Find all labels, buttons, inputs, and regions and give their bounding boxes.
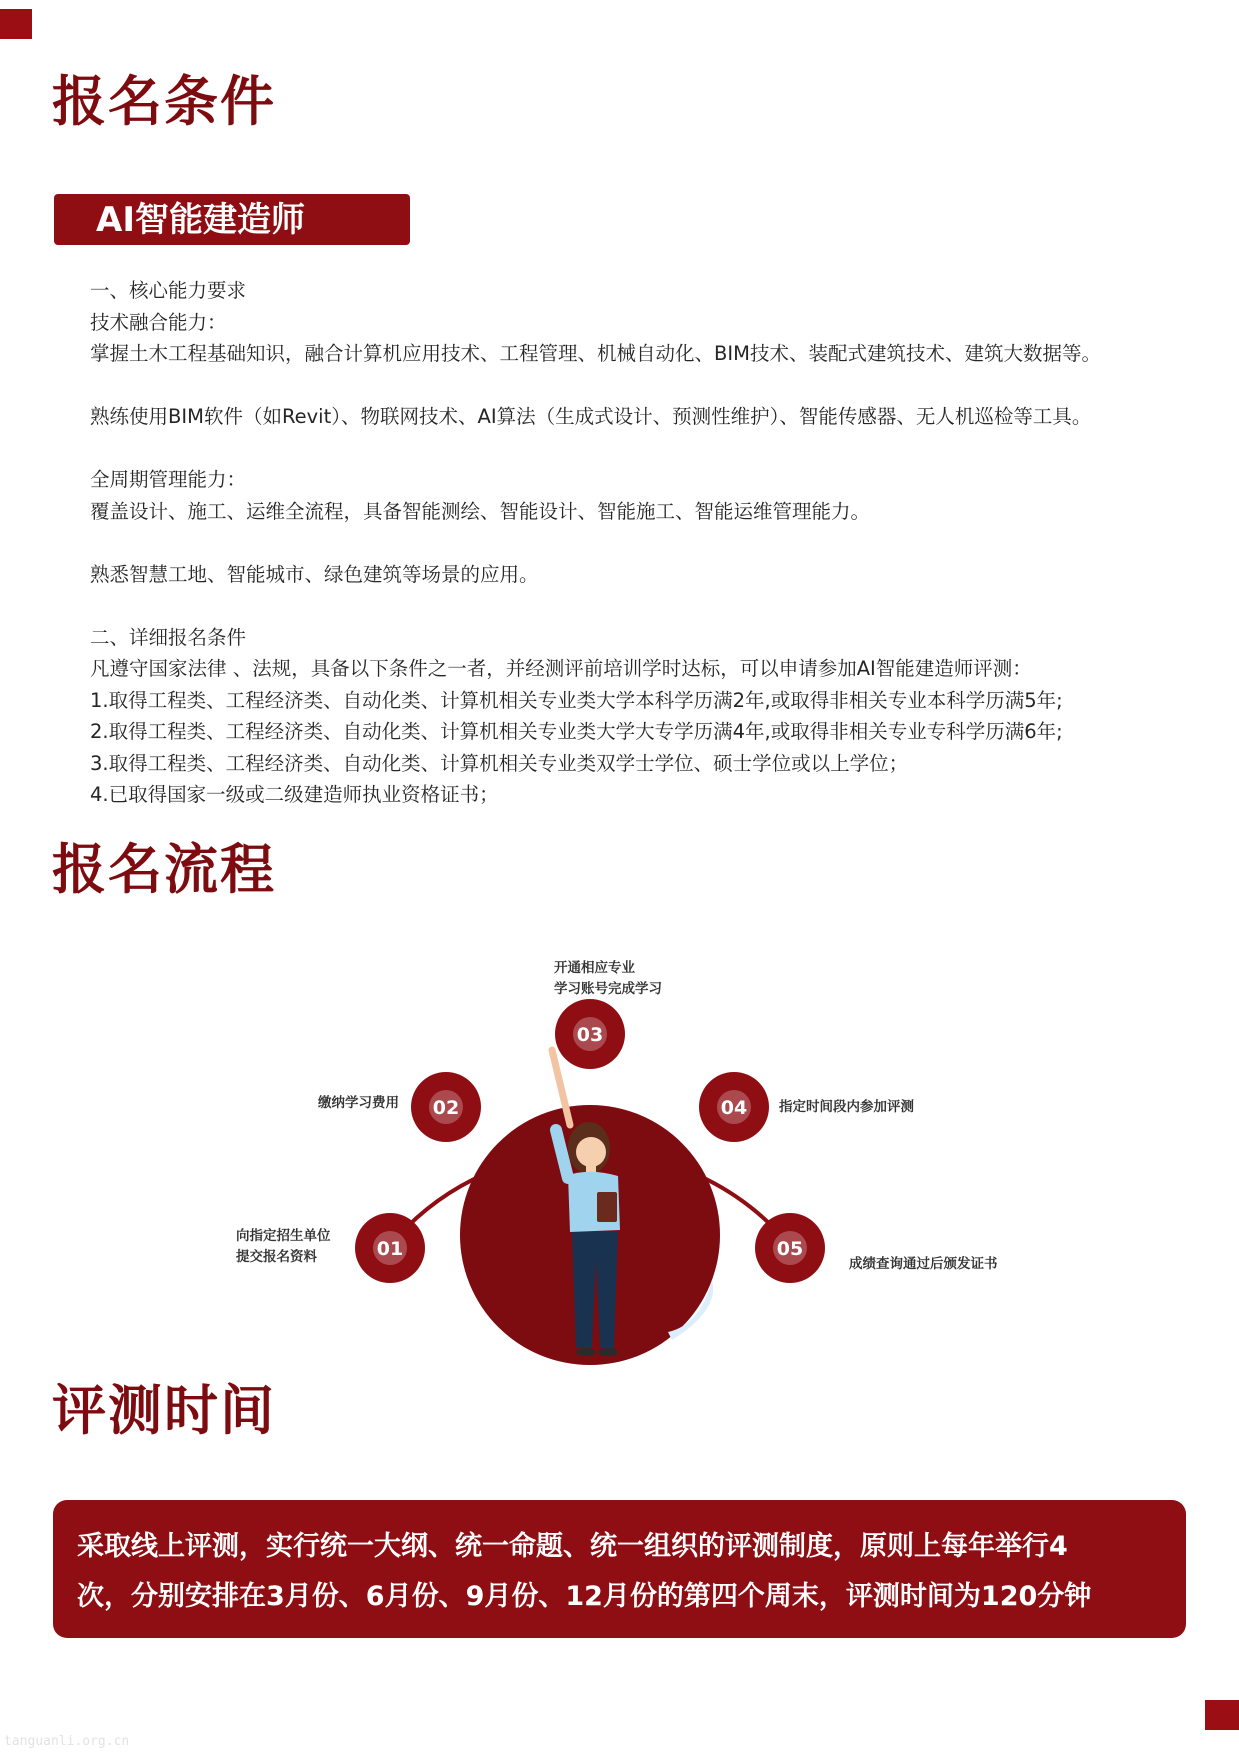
process-diagram [0,930,1239,1390]
req-line: 1.取得工程类、工程经济类、自动化类、计算机相关专业类大学本科学历满2年,或取得非相关专业本科学历满5年; [90,688,1063,712]
req-line: 覆盖设计、施工、运维全流程，具备智能测绘、智能设计、智能施工、智能运维管理能力。 [90,499,871,523]
step-02-label [318,1093,399,1114]
corner-decoration-bottom [1205,1700,1239,1730]
step-01-label [236,1226,331,1268]
step-03-label [554,958,662,1000]
step-05-line: 成绩查询通过后颁发证书 [849,1256,998,1272]
req-line: 技术融合能力： [90,310,227,334]
step-number: 03 [576,1024,604,1046]
req-line: 掌握土木工程基础知识，融合计算机应用技术、工程管理、机械自动化、BIM技术、装配式建筑技术、建筑大数据等。 [90,342,1101,365]
role-banner [54,194,410,245]
req-line: 凡遵守国家法律 、法规，具备以下条件之一者，并经测评前培训学时达标，可以申请参加AI智能建造师评测： [90,657,1032,680]
role-banner-label: AI智能建造师 [96,200,305,240]
step-number: 01 [376,1238,404,1260]
step-04-label [779,1097,914,1118]
process-title: 报名流程 [52,838,276,901]
req-line: 2.取得工程类、工程经济类、自动化类、计算机相关专业类大学大专学历满4年,或取得非相关专业专科学历满6年; [90,720,1063,743]
step-05-label [849,1254,998,1275]
requirements-text [90,275,1210,811]
step-number: 05 [776,1238,804,1260]
watermark: tanguanli.org.cn [4,1734,130,1749]
req-line: 一、核心能力要求 [90,279,247,302]
step-02-line: 缴纳学习费用 [318,1095,399,1111]
req-line: 熟悉智慧工地、智能城市、绿色建筑等场景的应用。 [90,562,539,586]
corner-decoration-top [0,9,32,39]
req-line: 全周期管理能力： [90,468,247,491]
step-number: 02 [432,1097,460,1119]
req-line: 熟练使用BIM软件（如Revit）、物联网技术、AI算法（生成式设计、预测性维护）、智能传感器、无人机巡检等工具。 [90,405,1092,428]
requirements-title: 报名条件 [52,70,276,133]
step-03-line: 学习账号完成学习 [554,981,662,997]
step-04-line: 指定时间段内参加评测 [779,1099,914,1115]
step-01-line: 向指定招生单位 [236,1228,331,1244]
req-line: 4.已取得国家一级或二级建造师执业资格证书； [90,783,499,806]
exam-time-line: 次，分别安排在3月份、6月份、9月份、12月份的第四个周末，评测时间为120分钟 [77,1581,1092,1612]
exam-time-title: 评测时间 [52,1379,276,1442]
exam-time-box [53,1500,1186,1638]
req-line: 3.取得工程类、工程经济类、自动化类、计算机相关专业类双学士学位、硕士学位或以上学位； [90,751,909,775]
step-number: 04 [720,1097,748,1119]
step-03-line: 开通相应专业 [554,960,635,976]
req-line: 二、详细报名条件 [90,625,247,649]
step-01-line: 提交报名资料 [236,1249,317,1265]
exam-time-line: 采取线上评测，实行统一大纲、统一命题、统一组织的评测制度，原则上每年举行4 [77,1531,1068,1562]
exam-time-text [77,1522,1167,1622]
